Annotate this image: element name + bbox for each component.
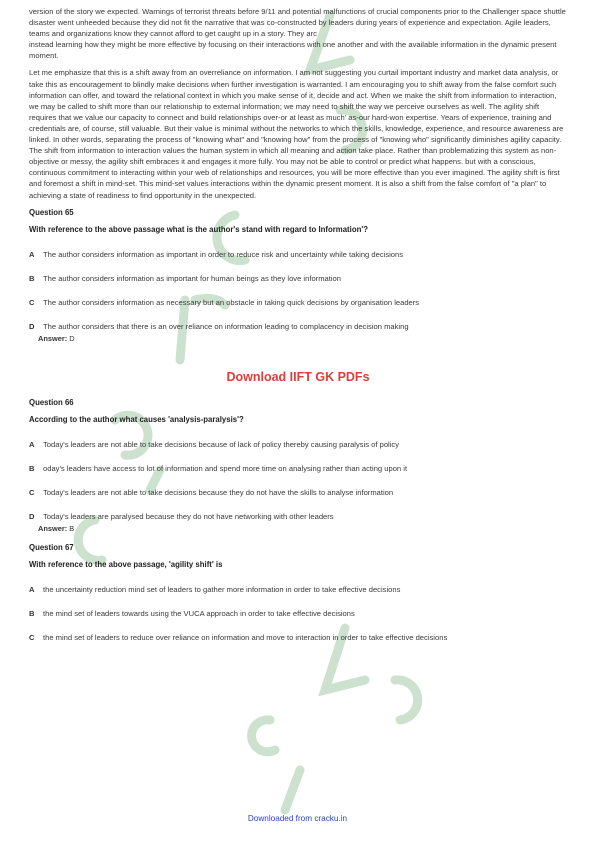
answer-label: Answer:: [38, 523, 68, 533]
question-66: [29, 397, 567, 534]
question-text: With reference to the above passage what is the author's stand with regard to Information'?: [29, 224, 368, 234]
option-text: the mind set of leaders to reduce over reliance on information and move to interaction in order to take effective decisions: [43, 632, 448, 642]
answer-value: D: [69, 333, 75, 343]
passage-paragraph-3: Let me emphasize that this is a shift away from an overreliance on information. I am not suggesting you curtail important industry and market data analysis, or take this as encouragement to blindly make decisions when further investigation is warranted. I am encouraging you to shift away from the false comfort such information can offer, and toward the relational context in which you make sense of it, decide and act. When we make the shift from information to interaction, we may be called to shift more than our relationship to external information; we may need to shift the way we perceive ourselves as well. The agility shift requires that we value our capacity to connect and build relationships over-or at least as much' as-our hard-won expertise. Years of experience, training and credentials are, of course, still valuable. But their value is minimal without the networks to which the skills, knowledge, experience, and resource awareness are linked. In other words, separating the process of "knowing what" and "knowing how" from the process of "knowing who" significantly diminishes agility capacity. The shift from information to interaction values the human system in which all meaning and action take place. Rather than problematizing this system as non-objective or messy, the agility shift embraces it and engages it more fully. You may not be able to control or predict what happens. but with a conscious, continuous commitment to interacting within your web of relationships and resources, you will be more effective than you ever imagined. The agility shift is first and foremost a shift in mind-set. This mind-set values interactions within the dynamic present moment. It is also a shift from the false comfort of "a plan" to achieving a state of readiness to find opportunity in the unexpected.: [29, 68, 564, 200]
footer-cracku-link[interactable]: Downloaded from cracku.in: [247, 814, 348, 823]
passage-paragraph-1: version of the story we expected. Warnings of terrorist threats before 9/11 and potential malfunctions of crucial components prior to the Challenger space shuttle disaster went unheeded because they did not fit the narrative that was co-constructed by leaders during years of experience and expectation. Agile leaders, teams and organizations know they cannot afford to get caught up in a story. They arc: [29, 7, 566, 39]
option-c[interactable]: [29, 487, 567, 498]
option-b[interactable]: [29, 273, 567, 284]
question-label: Question 66: [29, 397, 74, 407]
option-text: oday's leaders have access to lot of information and spend more time on analysing rather than acting upon it: [43, 463, 408, 473]
option-text: The author considers that there is an over reliance on information leading to complacency in decision making: [43, 321, 409, 331]
answer-value: B: [69, 523, 75, 533]
option-text: The author considers information as necessary but an obstacle in taking quick decisions by organisation leaders: [43, 297, 420, 307]
option-letter: C: [29, 297, 35, 307]
option-letter: D: [29, 511, 35, 521]
option-a[interactable]: [29, 439, 567, 450]
option-a[interactable]: [29, 584, 567, 595]
option-letter: B: [29, 608, 35, 618]
option-text: The author considers information as important in order to reduce risk and uncertainty while taking decisions: [43, 249, 404, 259]
answer: [38, 524, 567, 534]
option-a[interactable]: [29, 249, 567, 260]
option-letter: A: [29, 249, 35, 259]
content: [29, 6, 567, 643]
option-list: [29, 249, 567, 332]
option-text: Today's leaders are paralysed because they do not have networking with other leaders: [43, 511, 334, 521]
option-letter: C: [29, 632, 35, 642]
option-b[interactable]: [29, 608, 567, 619]
passage-paragraph-2: instead learning how they might be more effective by focusing on their interactions with one another and with the available information in the dynamic present moment.: [29, 40, 557, 61]
option-text: the mind set of leaders towards using the VUCA approach in order to take effective decisions: [43, 608, 355, 618]
option-text: Today's leaders are not able to take decisions because they do not have the skills to analyse information: [43, 487, 394, 497]
option-letter: C: [29, 487, 35, 497]
option-letter: A: [29, 584, 35, 594]
option-c[interactable]: [29, 297, 567, 308]
option-letter: A: [29, 439, 35, 449]
download-gk-pdfs-link[interactable]: Download IIFT GK PDFs: [226, 369, 370, 384]
option-d[interactable]: [29, 321, 567, 332]
option-text: The author considers information as important for human beings as they love information: [43, 273, 341, 283]
question-label: Question 65: [29, 207, 74, 217]
question-text: According to the author what causes 'analysis-paralysis'?: [29, 414, 244, 424]
option-d[interactable]: [29, 511, 567, 522]
option-list: [29, 439, 567, 522]
question-label: Question 67: [29, 542, 74, 552]
question-text: With reference to the above passage, 'agility shift' is: [29, 559, 223, 569]
option-b[interactable]: [29, 463, 567, 474]
option-text: Today's leaders are not able to take decisions because of lack of policy thereby causing paralysis of policy: [43, 439, 400, 449]
option-list: [29, 584, 567, 643]
answer: [38, 334, 567, 344]
option-letter: B: [29, 463, 35, 473]
option-c[interactable]: [29, 632, 567, 643]
option-letter: B: [29, 273, 35, 283]
option-text: the uncertainty reduction mind set of leaders to gather more information in order to take effective decisions: [43, 584, 401, 594]
option-letter: D: [29, 321, 35, 331]
answer-label: Answer:: [38, 333, 68, 343]
question-65: [29, 207, 567, 344]
question-67: [29, 542, 567, 643]
